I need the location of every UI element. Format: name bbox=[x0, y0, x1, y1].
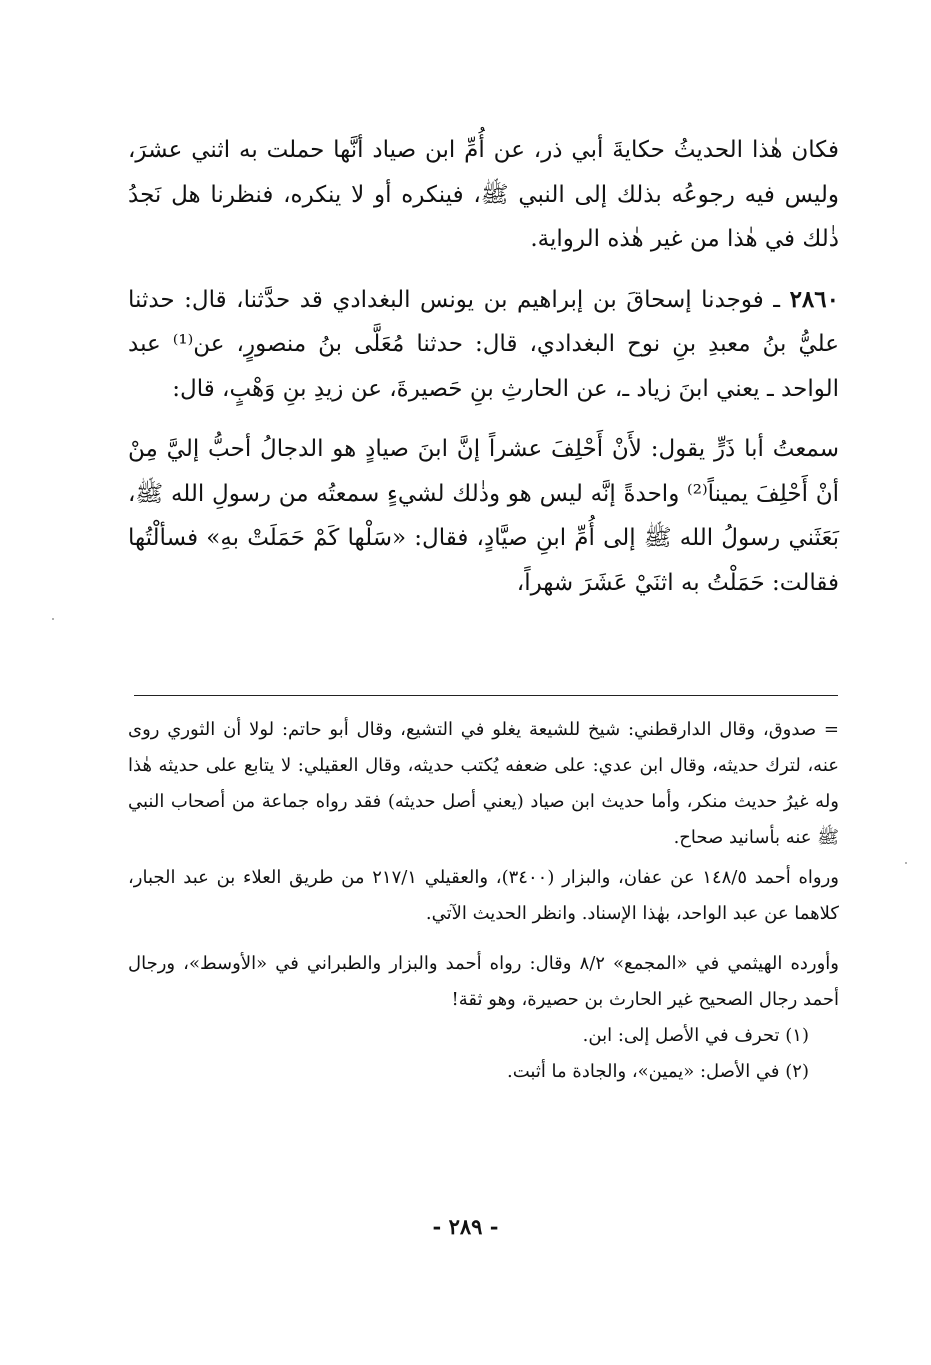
footnotes-area bbox=[128, 712, 839, 1090]
margin-mark bbox=[52, 618, 54, 620]
paragraph-2-text: ـ فوجدنا إسحاقَ بن إبراهيم بن يونس البغدادي قد حدَّثنا، قال: حدثنا عليُّ بنُ معبدِ بنِ نوح البغدادي، قال: حدثنا مُعَلَّى بنُ منصورٍ، عن⁽¹⁾ عبد الواحد ـ يعني ابنَ زياد ـ، عن الحارثِ بنِ حَصيرةَ، عن زيدِ بنِ وَهْبٍ، قال: bbox=[128, 286, 839, 402]
margin-mark bbox=[905, 862, 907, 864]
footnote-separator bbox=[134, 695, 838, 696]
footnote-2: (٢) في الأصل: «يمين»، والجادة ما أثبت. bbox=[507, 1061, 809, 1082]
footnote-continuation: = صدوق، وقال الدارقطني: شيخ للشيعة يغلو في التشيع، وقال أبو حاتم: لولا أن الثوري روى عنه، لترك حديثه، وقال ابن عدي: على ضعفه يُكتب حديثه، وقال العقيلي: لا يتابع على حديثه هٰذا وله غيرُ حديث منكر، وأما حديث ابن صياد (يعني أصل حديثه) فقد رواه جماعة من أصحاب النبي ﷺ عنه بأسانيد صحاح. bbox=[128, 719, 839, 848]
paragraph-2 bbox=[128, 278, 839, 412]
page-number: - ٢٨٩ - bbox=[432, 1214, 499, 1239]
paragraph-3: سمعتُ أبا ذَرٍّ يقول: لأَنْ أَحْلِفَ عشراً إنَّ ابنَ صيادٍ هو الدجالُ أحبُّ إليَّ مِنْ أنْ أَحْلِفَ يميناً⁽²⁾ واحدةً إنَّه ليس هو وذٰلك لشيءٍ سمعتُه من رسولِ الله ﷺ، بَعَثَني رسولُ الله ﷺ إلى أُمِّ ابنِ صيَّادٍ، فقال: «سَلْها كَمْ حَمَلَتْ بهِ» فسألْتُها فقالت: حَمَلْتُ به اثنَيْ عَشَرَ شهراً، bbox=[128, 436, 839, 596]
footnote-haythami: وأورده الهيثمي في «المجمع» ٨/٢ وقال: رواه أحمد والبزار والطبراني في «الأوسط»، ورجال أحمد رجال الصحيح غير الحارث بن حصيرة، وهو ثقة! bbox=[128, 953, 839, 1010]
footnote-1: (١) تحرف في الأصل إلى: ابن. bbox=[582, 1025, 809, 1046]
hadith-number: ٢٨٦٠ bbox=[789, 285, 839, 313]
paragraph-1: فكان هٰذا الحديثُ حكايةَ أبي ذر، عن أُمِّ ابن صياد أنَّها حملت به اثني عشرَ، وليس فيه رجوعُه بذلك إلى النبي ﷺ، فينكره أو لا ينكره، فنظرنا هل نَجدُ ذٰلك في هٰذا من غير هٰذه الرواية. bbox=[128, 137, 839, 252]
main-text bbox=[128, 128, 839, 605]
footnote-sources: ورواه أحمد ١٤٨/٥ عن عفان، والبزار (٣٤٠٠)، والعقيلي ٢١٧/١ من طريق العلاء بن عبد الجبار، كلاهما عن عبد الواحد، بهٰذا الإسناد. وانظر الحديث الآتي. bbox=[128, 867, 839, 924]
